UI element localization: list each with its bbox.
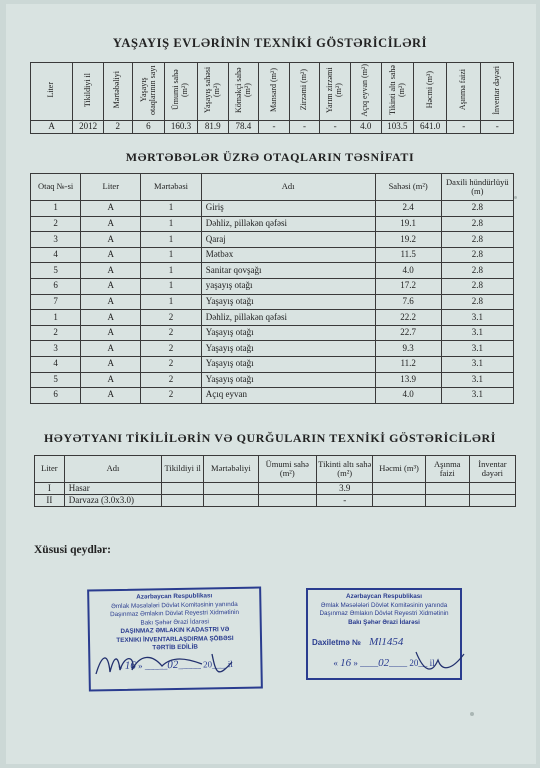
column-header: Həcmi (m³): [424, 71, 434, 109]
column-header: Tikildiyi il: [162, 456, 204, 483]
table-cell: 13.9: [375, 372, 441, 388]
table-row: [31, 372, 514, 388]
table-cell: Dəhliz, pilləkən qəfəsi: [201, 310, 375, 326]
table-cell: Mətbəx: [201, 247, 375, 263]
signature-1: [92, 644, 252, 684]
rooms-table: [30, 173, 514, 404]
table-cell: -: [320, 120, 351, 133]
special-notes-label: Xüsusi qeydlər:: [34, 544, 111, 556]
table-cell: Yaşayış otağı: [201, 341, 375, 357]
column-header: Adı: [64, 456, 161, 483]
column-header: Liter: [81, 174, 141, 201]
column-header: Otaq №-si: [31, 174, 81, 201]
column-header: Aşınma faizi: [425, 456, 469, 483]
table-cell: 3.1: [441, 356, 513, 372]
table-cell: 641.0: [414, 120, 447, 133]
column-header: Ümumi sahə (m²): [171, 69, 190, 111]
table-cell: 3.1: [441, 388, 513, 404]
table-cell: 1: [141, 263, 201, 279]
table-cell: 2.8: [441, 232, 513, 248]
table-row: [31, 294, 514, 310]
column-header: Köməkçi sahə (m²): [233, 67, 252, 113]
table-row: [35, 495, 516, 507]
table-cell: 1: [141, 232, 201, 248]
table-cell: Dəhliz, pilləkən qəfəsi: [201, 216, 375, 232]
column-header: İnventar dəyəri: [491, 65, 501, 115]
column-header: Mansard (m²): [268, 68, 278, 112]
table-cell: 2: [141, 372, 201, 388]
table-cell: 7.6: [375, 294, 441, 310]
table-cell: A: [31, 120, 73, 133]
table-cell: [469, 483, 515, 495]
table-cell: 19.1: [375, 216, 441, 232]
table-cell: 81.9: [197, 120, 228, 133]
table-cell: A: [81, 310, 141, 326]
stamp-date-year: 20: [409, 657, 419, 668]
column-header: Yaşayış sahəsi (m²): [202, 66, 221, 114]
table-cell: -: [481, 120, 514, 133]
table-cell: A: [81, 263, 141, 279]
column-header: Yarım zirzəmi (m²): [325, 67, 344, 113]
table-row: [35, 483, 516, 495]
table-cell: 2.8: [441, 201, 513, 217]
yard-structures-title: HƏYƏTYANI TİKİLİLƏRİN VƏ QURĞULARIN TEXNİKİ GÖSTƏRİCİLƏRİ: [43, 431, 497, 445]
table-cell: Yaşayış otağı: [201, 356, 375, 372]
table-cell: -: [289, 120, 320, 133]
table-cell: 22.7: [375, 325, 441, 341]
column-header: Mərtəbəliyi: [204, 456, 258, 483]
stamp-entry-number: Ml1454: [369, 636, 404, 648]
table-header-row: [35, 456, 516, 483]
yard-structures-table: [34, 455, 516, 507]
table-cell: 1: [141, 247, 201, 263]
table-row: [31, 278, 514, 294]
table-cell: 2.8: [441, 263, 513, 279]
table-cell: 2.4: [375, 201, 441, 217]
column-header: Liter: [35, 456, 65, 483]
table-cell: 4.0: [375, 263, 441, 279]
table-cell: 6: [31, 278, 81, 294]
table-cell: 2: [141, 310, 201, 326]
table-cell: [204, 483, 258, 495]
stamp-line: Daşınmaz Əmlakın Dövlət Reyestri Xidmətinin: [319, 610, 449, 617]
stamp-line: Əmlak Məsələləri Dövlət Komitəsinin yanında: [320, 601, 448, 609]
table-cell: [425, 495, 469, 507]
table-cell: 1: [141, 216, 201, 232]
table-cell: 17.2: [375, 278, 441, 294]
table-cell: A: [81, 294, 141, 310]
table-cell: 1: [31, 310, 81, 326]
table-cell: A: [81, 356, 141, 372]
table-cell: 2012: [73, 120, 104, 133]
table-cell: Sanitar qovşağı: [201, 263, 375, 279]
table-cell: 3.1: [441, 341, 513, 357]
stamp-line: Bakı Şəhər Ərazi İdarəsi: [348, 618, 420, 626]
table-cell: A: [81, 216, 141, 232]
table-cell: 2: [141, 325, 201, 341]
column-header: Mərtəbəliyi: [112, 71, 122, 109]
table-cell: 4.0: [375, 388, 441, 404]
table-cell: 5: [31, 372, 81, 388]
table-cell: 3.1: [441, 372, 513, 388]
column-header: Mərtəbəsi: [141, 174, 201, 201]
stamp-date: « 16 » _____02_____ 20___ il: [117, 658, 233, 672]
table-cell: 4: [31, 356, 81, 372]
signature-2: [412, 646, 472, 676]
column-header: Zirzəmi (m²): [299, 69, 309, 111]
table-cell: 2: [31, 216, 81, 232]
table-cell: 160.3: [165, 120, 198, 133]
table-header-row: [31, 174, 514, 201]
stamp-line: TƏRTİB EDİLİB: [152, 643, 198, 652]
table-cell: A: [81, 341, 141, 357]
table-row: [31, 201, 514, 217]
table-cell: 19.2: [375, 232, 441, 248]
table-cell: -: [446, 120, 480, 133]
table-cell: 2.8: [441, 247, 513, 263]
table-cell: 2: [103, 120, 132, 133]
table-cell: -: [317, 495, 373, 507]
table-cell: 1: [141, 294, 201, 310]
building-indicators-title: YAŞAYIŞ EVLƏRİNİN TEXNİKİ GÖSTƏRİCİLƏRİ: [112, 36, 428, 50]
column-header: Tikildiyi il: [82, 72, 92, 108]
column-header: Tikinti altı sahə (m²): [317, 456, 373, 483]
table-cell: yaşayış otağı: [201, 278, 375, 294]
table-cell: [162, 483, 204, 495]
table-header-row: [31, 63, 514, 121]
table-cell: 6: [31, 388, 81, 404]
table-cell: [258, 495, 316, 507]
table-cell: 1: [141, 278, 201, 294]
column-header: Sahəsi (m²): [375, 174, 441, 201]
table-row: [31, 310, 514, 326]
table-cell: I: [35, 483, 65, 495]
table-row: [31, 263, 514, 279]
table-cell: [204, 495, 258, 507]
column-header: İnventar dəyəri: [469, 456, 515, 483]
table-cell: -: [259, 120, 290, 133]
table-cell: [258, 483, 316, 495]
table-cell: 103.5: [381, 120, 414, 133]
column-header: Tikinti altı sahə (m²): [387, 65, 406, 115]
table-cell: 3.1: [441, 325, 513, 341]
table-cell: 4: [31, 247, 81, 263]
table-row: [31, 356, 514, 372]
column-header: Həcmi (m³): [373, 456, 425, 483]
table-cell: II: [35, 495, 65, 507]
table-cell: 2.8: [441, 216, 513, 232]
column-header: Liter: [46, 82, 56, 98]
table-row: [31, 388, 514, 404]
table-cell: A: [81, 325, 141, 341]
table-cell: [162, 495, 204, 507]
table-cell: 3: [31, 341, 81, 357]
stamp-line: Azərbaycan Respublikası: [346, 593, 422, 600]
stamp-date-year-suffix: il: [227, 658, 233, 669]
stamp-date: « 16 » ____02____ 20__ il: [333, 656, 435, 669]
table-cell: 11.2: [375, 356, 441, 372]
column-header: Adı: [201, 174, 375, 201]
table-cell: 78.4: [228, 120, 259, 133]
table-cell: Yaşayış otağı: [201, 325, 375, 341]
table-cell: 2: [141, 341, 201, 357]
table-row: [31, 120, 514, 133]
table-cell: 2: [31, 325, 81, 341]
table-cell: [373, 483, 425, 495]
table-cell: 11.5: [375, 247, 441, 263]
table-cell: A: [81, 372, 141, 388]
table-row: [31, 325, 514, 341]
stamp-line: Əmlak Məsələləri Dövlət Komitəsinin yanında: [111, 600, 238, 610]
table-cell: A: [81, 201, 141, 217]
table-cell: 22.2: [375, 310, 441, 326]
table-cell: Yaşayış otağı: [201, 294, 375, 310]
table-cell: Hasar: [64, 483, 161, 495]
table-cell: Yaşayış otağı: [201, 372, 375, 388]
stamp-date-day: 16: [124, 659, 136, 672]
paper-mark: [470, 712, 474, 716]
stamp-line: DAŞINMAZ ƏMLAKIN KADASTRI VƏ: [120, 626, 230, 635]
column-header: Aşınma faizi: [458, 69, 468, 111]
table-cell: [425, 483, 469, 495]
table-cell: 1: [141, 201, 201, 217]
column-header: Yaşayış otaqlarının sayı: [138, 65, 157, 115]
table-cell: Açıq eyvan: [201, 388, 375, 404]
rooms-by-floor-title: MƏRTƏBƏLƏR ÜZRƏ OTAQLARIN TƏSNİFATI: [125, 150, 415, 164]
table-row: [31, 216, 514, 232]
table-cell: A: [81, 232, 141, 248]
stamp-line: Azərbaycan Respublikası: [136, 592, 213, 601]
table-cell: [373, 495, 425, 507]
column-header: Ümumi sahə (m²): [258, 456, 316, 483]
table-cell: 3.1: [441, 310, 513, 326]
table-row: [31, 232, 514, 248]
table-cell: 2: [141, 388, 201, 404]
stamp-date-month: 02: [167, 658, 179, 671]
table-cell: 3.9: [317, 483, 373, 495]
stamp-date-year-suffix: il: [429, 657, 435, 668]
column-header: Açıq eyvan (m²): [360, 63, 370, 117]
stamp-entry-label: Daxiletmə №: [312, 638, 361, 647]
table-cell: 2: [141, 356, 201, 372]
table-cell: [469, 495, 515, 507]
stamp-date-day: 16: [340, 656, 352, 669]
stamp-line: Bakı Şəhər Ərazi İdarəsi: [140, 617, 209, 627]
table-row: [31, 341, 514, 357]
table-cell: Giriş: [201, 201, 375, 217]
column-header: Daxili hündürlüyü (m): [441, 174, 513, 201]
stamp-line: Daşınmaz Əmlakın Dövlət Reyestri Xidmətinin: [110, 608, 240, 619]
table-cell: 2.8: [441, 294, 513, 310]
table-cell: 7: [31, 294, 81, 310]
table-row: [31, 247, 514, 263]
building-indicators-table: [30, 62, 514, 134]
table-cell: 5: [31, 263, 81, 279]
paper-mark: [514, 196, 517, 199]
table-cell: 1: [31, 201, 81, 217]
table-cell: A: [81, 388, 141, 404]
table-cell: 4.0: [350, 120, 381, 133]
table-cell: 3: [31, 232, 81, 248]
stamp-line: TEXNIKI İNVENTARLAŞDIRMA ŞÖBƏSI: [116, 634, 234, 644]
table-cell: 6: [132, 120, 165, 133]
table-cell: 2.8: [441, 278, 513, 294]
table-cell: Darvaza (3.0x3.0): [64, 495, 161, 507]
table-cell: A: [81, 278, 141, 294]
table-cell: A: [81, 247, 141, 263]
table-cell: 9.3: [375, 341, 441, 357]
stamp-date-month: 02: [378, 656, 390, 669]
table-cell: Qaraj: [201, 232, 375, 248]
